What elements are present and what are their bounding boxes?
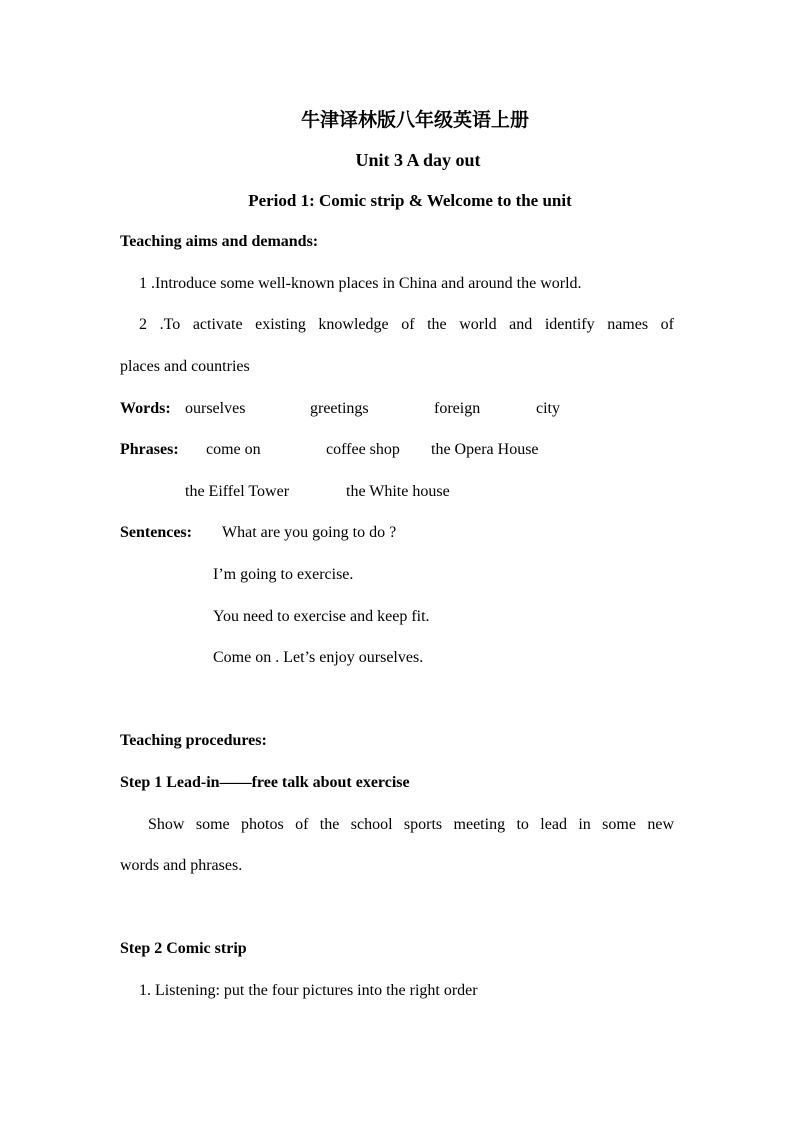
period-title: Period 1: Comic strip & Welcome to the unit — [248, 191, 572, 210]
aim-item-1: 1 .Introduce some well-known places in China and around the world. — [139, 275, 582, 292]
aims-heading: Teaching aims and demands: — [120, 233, 319, 250]
phrase-item: the White house — [346, 483, 450, 500]
step2-heading: Step 2 Comic strip — [120, 940, 247, 957]
phrase-item: the Eiffel Tower — [185, 483, 290, 500]
word-item: foreign — [434, 400, 481, 417]
phrases-label: Phrases: — [120, 441, 179, 458]
phrase-item: come on — [206, 441, 261, 458]
step1-heading: Step 1 Lead-in——free talk about exercise — [120, 774, 410, 791]
aim-item-2-continued: places and countries — [120, 358, 250, 375]
sentence-item: I’m going to exercise. — [213, 566, 354, 583]
phrase-item: coffee shop — [326, 441, 400, 458]
sentences-label: Sentences: — [120, 524, 192, 541]
word-item: ourselves — [185, 400, 246, 417]
document-title-cn: 牛津译林版八年级英语上册 — [300, 109, 529, 131]
sentence-item: You need to exercise and keep fit. — [213, 608, 430, 625]
step2-item-1: 1. Listening: put the four pictures into the right order — [139, 982, 478, 999]
words-label: Words: — [120, 400, 171, 417]
sentence-item: What are you going to do ? — [222, 524, 397, 541]
word-item: greetings — [310, 400, 369, 417]
procedures-heading: Teaching procedures: — [120, 732, 267, 749]
phrase-item: the Opera House — [431, 441, 539, 458]
word-item: city — [536, 400, 560, 417]
aim-item-2: 2 .To activate existing knowledge of the world and identify names of — [139, 316, 674, 333]
step1-text: Show some photos of the school sports meeting to lead in some new — [148, 816, 674, 833]
step1-text-continued: words and phrases. — [120, 857, 243, 874]
unit-title: Unit 3 A day out — [355, 150, 481, 170]
sentence-item: Come on . Let’s enjoy ourselves. — [213, 649, 424, 666]
